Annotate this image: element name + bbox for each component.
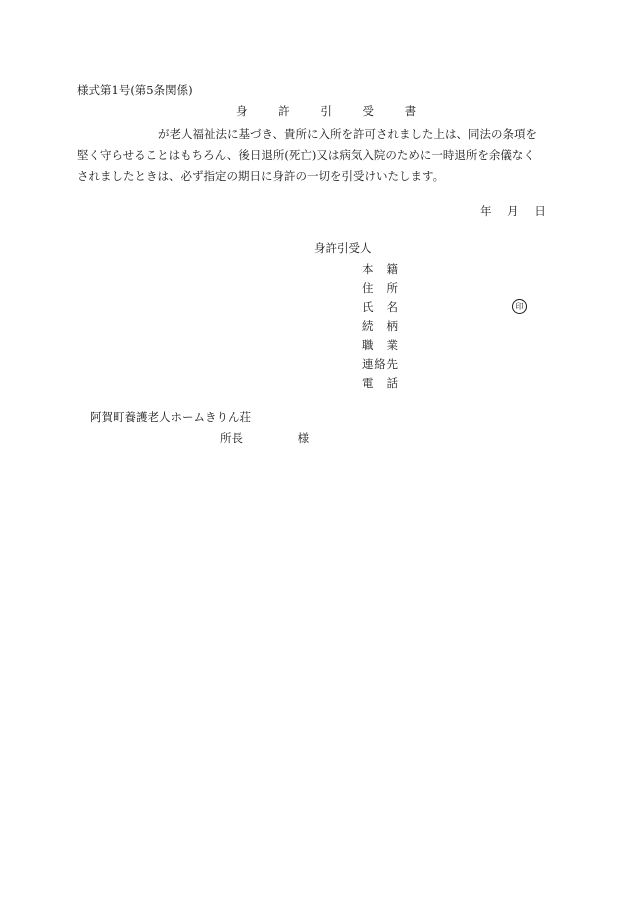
field-label: 氏 名 (362, 300, 398, 314)
field-label: 住 所 (362, 281, 398, 295)
field-address (362, 283, 398, 295)
director-title: 所長 (220, 431, 243, 445)
body-text-line-2: 堅く守らせることはもちろん、後日退所(死亡)又は病気入院のために一時退所を余儀なく (77, 148, 535, 162)
date-line (480, 206, 546, 218)
seal-icon: 印 (512, 299, 527, 314)
title-char: 引 (320, 104, 332, 118)
title-char: 受 (362, 104, 374, 118)
date-month: 月 (507, 204, 519, 218)
date-day: 日 (534, 204, 546, 218)
field-label: 続 柄 (362, 319, 398, 333)
title-char: 許 (278, 104, 290, 118)
title-char: 身 (236, 104, 248, 118)
field-honseki (362, 264, 398, 276)
field-label: 連絡先 (362, 357, 398, 371)
date-year: 年 (480, 204, 492, 218)
document-title (236, 106, 416, 118)
field-name (362, 302, 398, 314)
field-contact (362, 359, 398, 371)
field-occupation (362, 340, 398, 352)
honorific: 様 (297, 431, 310, 445)
form-number: 様式第1号(第5条関係) (77, 83, 193, 97)
body-text-line-3: されましたときは、必ず指定の期日に身許の一切を引受けいたします。 (77, 169, 445, 183)
field-relationship (362, 321, 398, 333)
guarantor-label: 身許引受人 (314, 241, 372, 255)
field-label: 職 業 (362, 338, 398, 352)
body-text-line-1: が老人福祉法に基づき、貴所に入所を許可されました上は、同法の条項を (158, 127, 538, 141)
title-char: 書 (404, 104, 417, 118)
field-phone (362, 378, 398, 390)
field-label: 電 話 (362, 376, 398, 390)
facility-name: 阿賀町養護老人ホームきりん荘 (90, 410, 251, 424)
addressee-director (220, 433, 309, 445)
field-label: 本 籍 (362, 262, 398, 276)
